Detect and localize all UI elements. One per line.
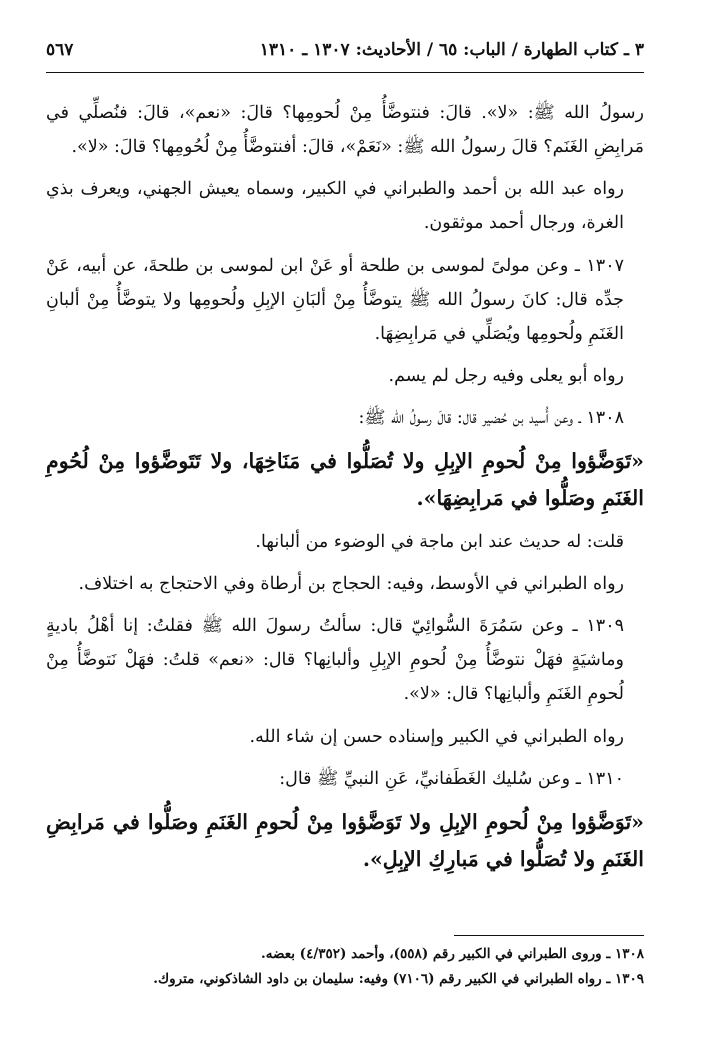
main-text [46, 96, 644, 886]
page-header [46, 36, 644, 73]
narration-note: رواه أبو يعلى وفيه رجل لم يسم. [388, 365, 624, 386]
hadith-continuation: رسولُ الله ﷺ: «لا». قالَ: فنتوضَّأُ مِنْ لُحومِها؟ قالَ: «نعم»، قالَ: فنُصلِّي في مَرابِضِ الغَنَم؟ قالَ رسولُ الله ﷺ: «نَعَمْ»، قالَ: أفنتوضَّأُ مِنْ لُحُومِها؟ قالَ: «لا». [46, 103, 644, 158]
footnote-1308: ١٣٠٨ ـ وروى الطبراني في الكبير رقم (٥٥٨)، وأحمد (٤/٣٥٢) بعضه. [261, 946, 644, 962]
narration-note: رواه عبد الله بن أحمد والطبراني في الكبير، وسماه يعيش الجهني، ويعرف بذي الغرة، ورجال أحمد موثقون. [46, 179, 624, 234]
editor-note: قلت: له حديث عند ابن ماجة في الوضوء من ألبانها. [255, 531, 624, 552]
running-title: ٣ ـ كتاب الطهارة / الباب: ٦٥ / الأحاديث: ١٣٠٧ ـ ١٣١٠ [259, 40, 644, 60]
hadith-1309: ١٣٠٩ ـ وعن سَمُرَةَ السُّوائِيّ قال: سألتُ رسولَ الله ﷺ فقلتُ: إنا أهْلُ باديةٍ وماشيَةٍ فهَلْ نتوضَّأُ مِنْ لُحومِ الإبِلِ وألبانِها؟ قال: «نعم» قلتُ: فهَلْ نَتوضَّأُ مِنْ لُحومِ الغَنَمِ وألبانِها؟ قال: «لا». [46, 616, 624, 705]
hadith-1310-text: «تَوَضَّؤوا مِنْ لُحومِ الإبِلِ ولا تَوَضَّؤوا مِنْ لُحومِ الغَنَمِ وصَلُّوا في مَرابِضِ الغَنَمِ ولا تُصَلُّوا في مَبارِكِ الإبِلِ». [46, 809, 644, 871]
hadith-1308-text: «تَوَضَّؤوا مِنْ لُحومِ الإبِلِ ولا تُصَلُّوا في مَنَاخِهَا، ولا تَتَوضَّؤوا مِنْ لُحُومِ الغَنَمِ وصَلُّوا في مَرابِضِهَا». [46, 449, 644, 511]
narration-note: رواه الطبراني في الأوسط، وفيه: الحجاج بن أرطاة وفي الاحتجاج به اختلاف. [78, 574, 624, 595]
footnote-divider [454, 935, 644, 936]
narration-note: رواه الطبراني في الكبير وإسناده حسن إن شاء الله. [249, 726, 624, 747]
hadith-1308-intro: ١٣٠٨ ـ وعن أُسيد بن حُضير قال: قالَ رسولُ الله ﷺ: [358, 408, 624, 428]
page-number: ٥٦٧ [46, 40, 74, 60]
footnote-1309: ١٣٠٩ ـ رواه الطبراني في الكبير رقم (٧١٠٦) وفيه: سليمان بن داود الشاذكوني، متروك. [153, 970, 644, 987]
footnotes [46, 942, 644, 992]
hadith-1310-intro: ١٣١٠ ـ وعن سُليك الغَطَفانيِّ، عَنِ النبيِّ ﷺ قال: [279, 768, 624, 789]
hadith-1307: ١٣٠٧ ـ وعن مولىً لموسى بن طلحة أو عَنْ ابن لموسى بن طلحةَ، عن أبيه، عَنْ جدِّه قال: كانَ رسولُ الله ﷺ يتوضَّأُ مِنْ ألبَانِ الإبِلِ ولُحومِها ولا يتوضَّأُ مِنْ ألبانِ الغَنَمِ ولُحومِها ويُصَلِّي في مَرابِضِهَا. [46, 255, 624, 344]
